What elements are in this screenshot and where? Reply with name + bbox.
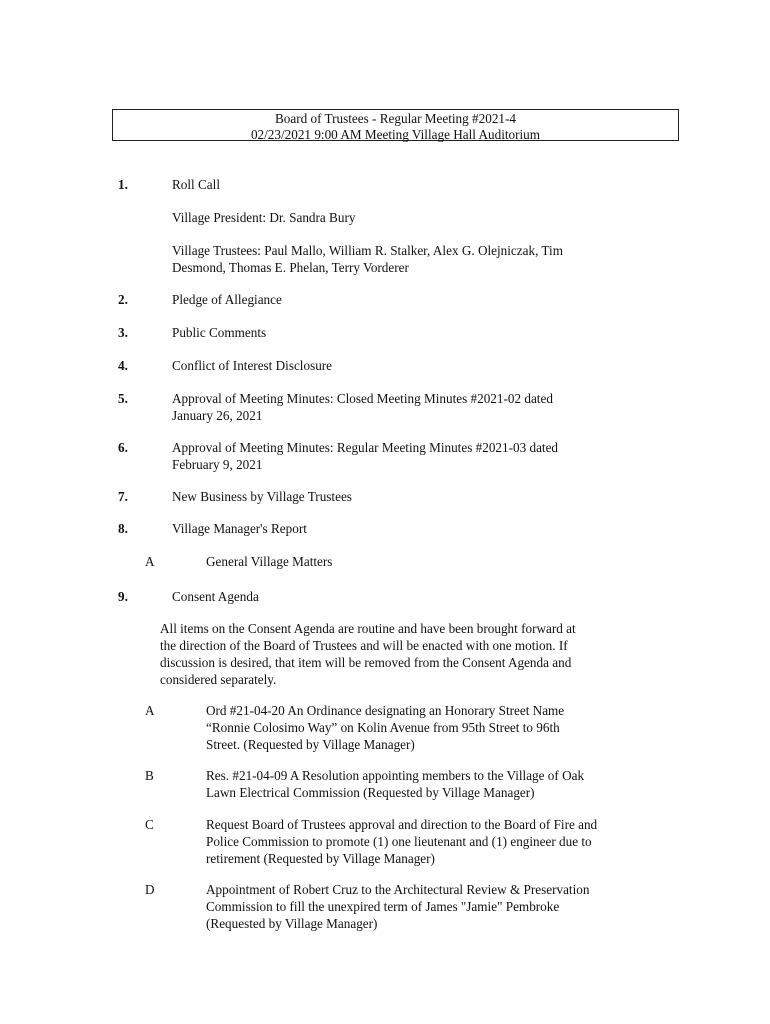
item-title: New Business by Village Trustees: [172, 489, 352, 504]
item-number: 6.: [118, 440, 128, 455]
president-line: Village President: Dr. Sandra Bury: [172, 210, 356, 225]
item-title: Village Manager's Report: [172, 521, 307, 536]
trustees-line: Village Trustees: Paul Mallo, William R. Stalker, Alex G. Olejniczak, Tim Desmond, Thomas E. Phelan, Terry Vorderer: [172, 243, 563, 275]
meeting-header: [112, 109, 679, 141]
consent-item-letter: D: [145, 882, 155, 897]
consent-item-letter: A: [145, 703, 155, 718]
subitem-letter: A: [145, 554, 155, 569]
item-number: 4.: [118, 358, 128, 373]
subitem-text: General Village Matters: [206, 554, 333, 569]
consent-item-text: Request Board of Trustees approval and direction to the Board of Fire and Police Commission to promote (1) one lieutenant and (1) engineer due to retirement (Requested by Village Manager): [206, 817, 598, 866]
item-title: Approval of Meeting Minutes: Regular Meeting Minutes #2021-03 dated February 9, 2021: [172, 440, 559, 472]
item-number: 8.: [118, 521, 128, 536]
item-number: 1.: [118, 177, 128, 192]
item-number: 9.: [118, 589, 128, 604]
item-number: 3.: [118, 325, 128, 340]
item-title: Pledge of Allegiance: [172, 292, 282, 307]
consent-item-text: Ord #21-04-20 An Ordinance designating an Honorary Street Name “Ronnie Colosimo Way” on Kolin Avenue from 95th Street to 96th Street. (Requested by Village Manager): [206, 703, 565, 752]
consent-intro-text: All items on the Consent Agenda are routine and have been brought forward at the direction of the Board of Trustees and will be enacted with one motion. If discussion is desired, that item will be removed from the Consent Agenda and considered separately.: [160, 621, 576, 687]
item-number: 2.: [118, 292, 128, 307]
item-title: Approval of Meeting Minutes: Closed Meeting Minutes #2021-02 dated January 26, 2021: [172, 391, 553, 423]
consent-item-letter: C: [145, 817, 154, 832]
consent-item-text: Appointment of Robert Cruz to the Architectural Review & Preservation Commission to fill the unexpired term of James "Jamie" Pembroke (Requested by Village Manager): [206, 882, 590, 931]
item-number: 5.: [118, 391, 128, 406]
item-title: Consent Agenda: [172, 589, 259, 604]
consent-item-text: Res. #21-04-09 A Resolution appointing members to the Village of Oak Lawn Electrical Commission (Requested by Village Manager): [206, 768, 585, 800]
item-title: Conflict of Interest Disclosure: [172, 358, 333, 373]
meeting-title: Board of Trustees - Regular Meeting #2021-4: [274, 111, 516, 126]
consent-item-letter: B: [145, 768, 154, 783]
item-number: 7.: [118, 489, 128, 504]
item-title: Public Comments: [172, 325, 267, 340]
meeting-datetime: 02/23/2021 9:00 AM Meeting Village Hall Auditorium: [250, 126, 541, 142]
item-title: Roll Call: [172, 177, 220, 192]
